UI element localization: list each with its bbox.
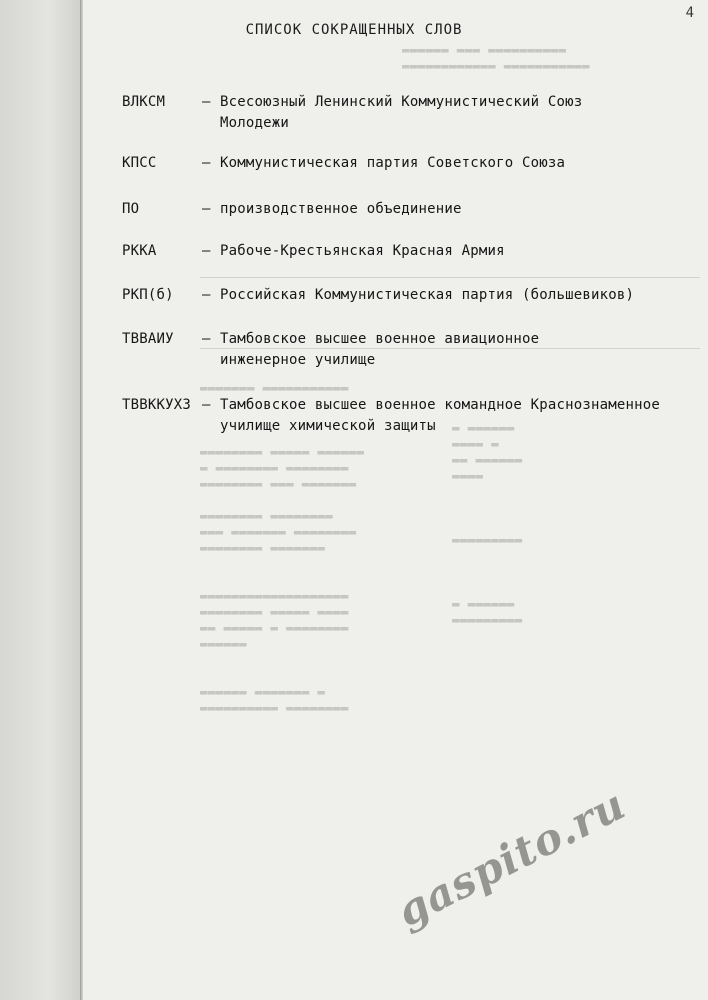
abbreviation: РККА [122,243,157,259]
definition: Тамбовское высшее военное авиационное инженерное училище [220,331,540,368]
definition: Российская Коммунистическая партия (большевиков) [220,287,635,303]
site-watermark: gaspito.ru [388,779,634,937]
page-number: 4 [685,5,694,21]
page-title: СПИСОК СОКРАЩЕННЫХ СЛОВ [245,22,463,38]
dash: – [202,243,211,259]
abbreviation-entry [122,285,682,306]
abbreviation-entry [122,395,692,437]
dash: – [202,155,211,171]
bleed-through-header: ▬▬▬▬▬▬ ▬▬▬ ▬▬▬▬▬▬▬▬▬▬ ▬▬▬▬▬▬▬▬▬▬▬▬ ▬▬▬▬▬▬▬▬▬▬▬ [402,42,590,73]
dash: – [202,397,211,413]
definition: Всесоюзный Ленинский Коммунистический Союз Молодежи [220,94,583,131]
dash: – [202,201,211,217]
abbreviation: ПО [122,201,140,217]
bleed-through-dates: ▬ ▬▬▬▬▬▬ ▬▬▬▬ ▬ ▬▬ ▬▬▬▬▬▬ ▬▬▬▬ ▬▬▬▬▬▬▬▬▬ ▬ ▬▬▬▬▬▬ ▬▬▬▬▬▬▬▬▬ [452,420,523,627]
dash: – [202,94,211,110]
abbreviation: КПСС [122,155,157,171]
page-edge [80,0,83,1000]
abbreviation: ВЛКСМ [122,94,166,110]
abbreviation: РКП(б) [122,287,174,303]
abbreviation: ТВВККУХЗ [122,397,192,413]
dash: – [202,331,211,347]
definition: производственное объединение [220,201,462,217]
bleed-through-column: ▬▬▬▬▬▬▬ ▬▬▬▬▬▬▬▬▬▬▬ ▬▬▬▬▬▬▬▬ ▬▬▬▬▬ ▬▬▬▬▬▬ ▬ ▬▬▬▬▬▬▬▬ ▬▬▬▬▬▬▬▬ ▬▬▬▬▬▬▬▬ ▬▬▬ ▬▬▬▬▬▬▬ ▬▬▬▬▬▬▬▬ ▬▬▬▬▬▬▬▬ ▬▬▬ ▬▬▬▬▬▬▬ ▬▬▬▬▬▬▬▬ ▬▬▬▬▬▬▬▬ ▬▬▬▬▬▬▬ ▬▬▬▬▬▬▬▬▬▬▬▬▬▬▬▬▬▬▬ ▬▬▬▬▬▬▬▬ ▬▬▬▬▬ ▬▬▬▬ ▬▬ ▬▬▬▬▬ ▬ ▬▬▬▬▬▬▬▬ ▬▬▬▬▬▬ ▬▬▬▬▬▬ ▬▬▬▬▬▬▬ ▬ ▬▬▬▬▬▬▬▬▬▬ ▬▬▬▬▬▬▬▬ [200,380,365,715]
abbreviation-entry [122,329,682,371]
abbreviation-entry [122,241,682,262]
dash: – [202,287,211,303]
definition: Коммунистическая партия Советского Союза [220,155,566,171]
abbreviation: ТВВАИУ [122,331,174,347]
abbreviation-entry [122,92,682,134]
adjacent-page-strip [0,0,82,1000]
definition: Рабоче-Крестьянская Красная Армия [220,243,505,259]
abbreviation-entry [122,199,682,220]
abbreviation-entry [122,153,682,174]
definition: Тамбовское высшее военное командное Краснознаменное училище химической защиты [220,397,661,434]
